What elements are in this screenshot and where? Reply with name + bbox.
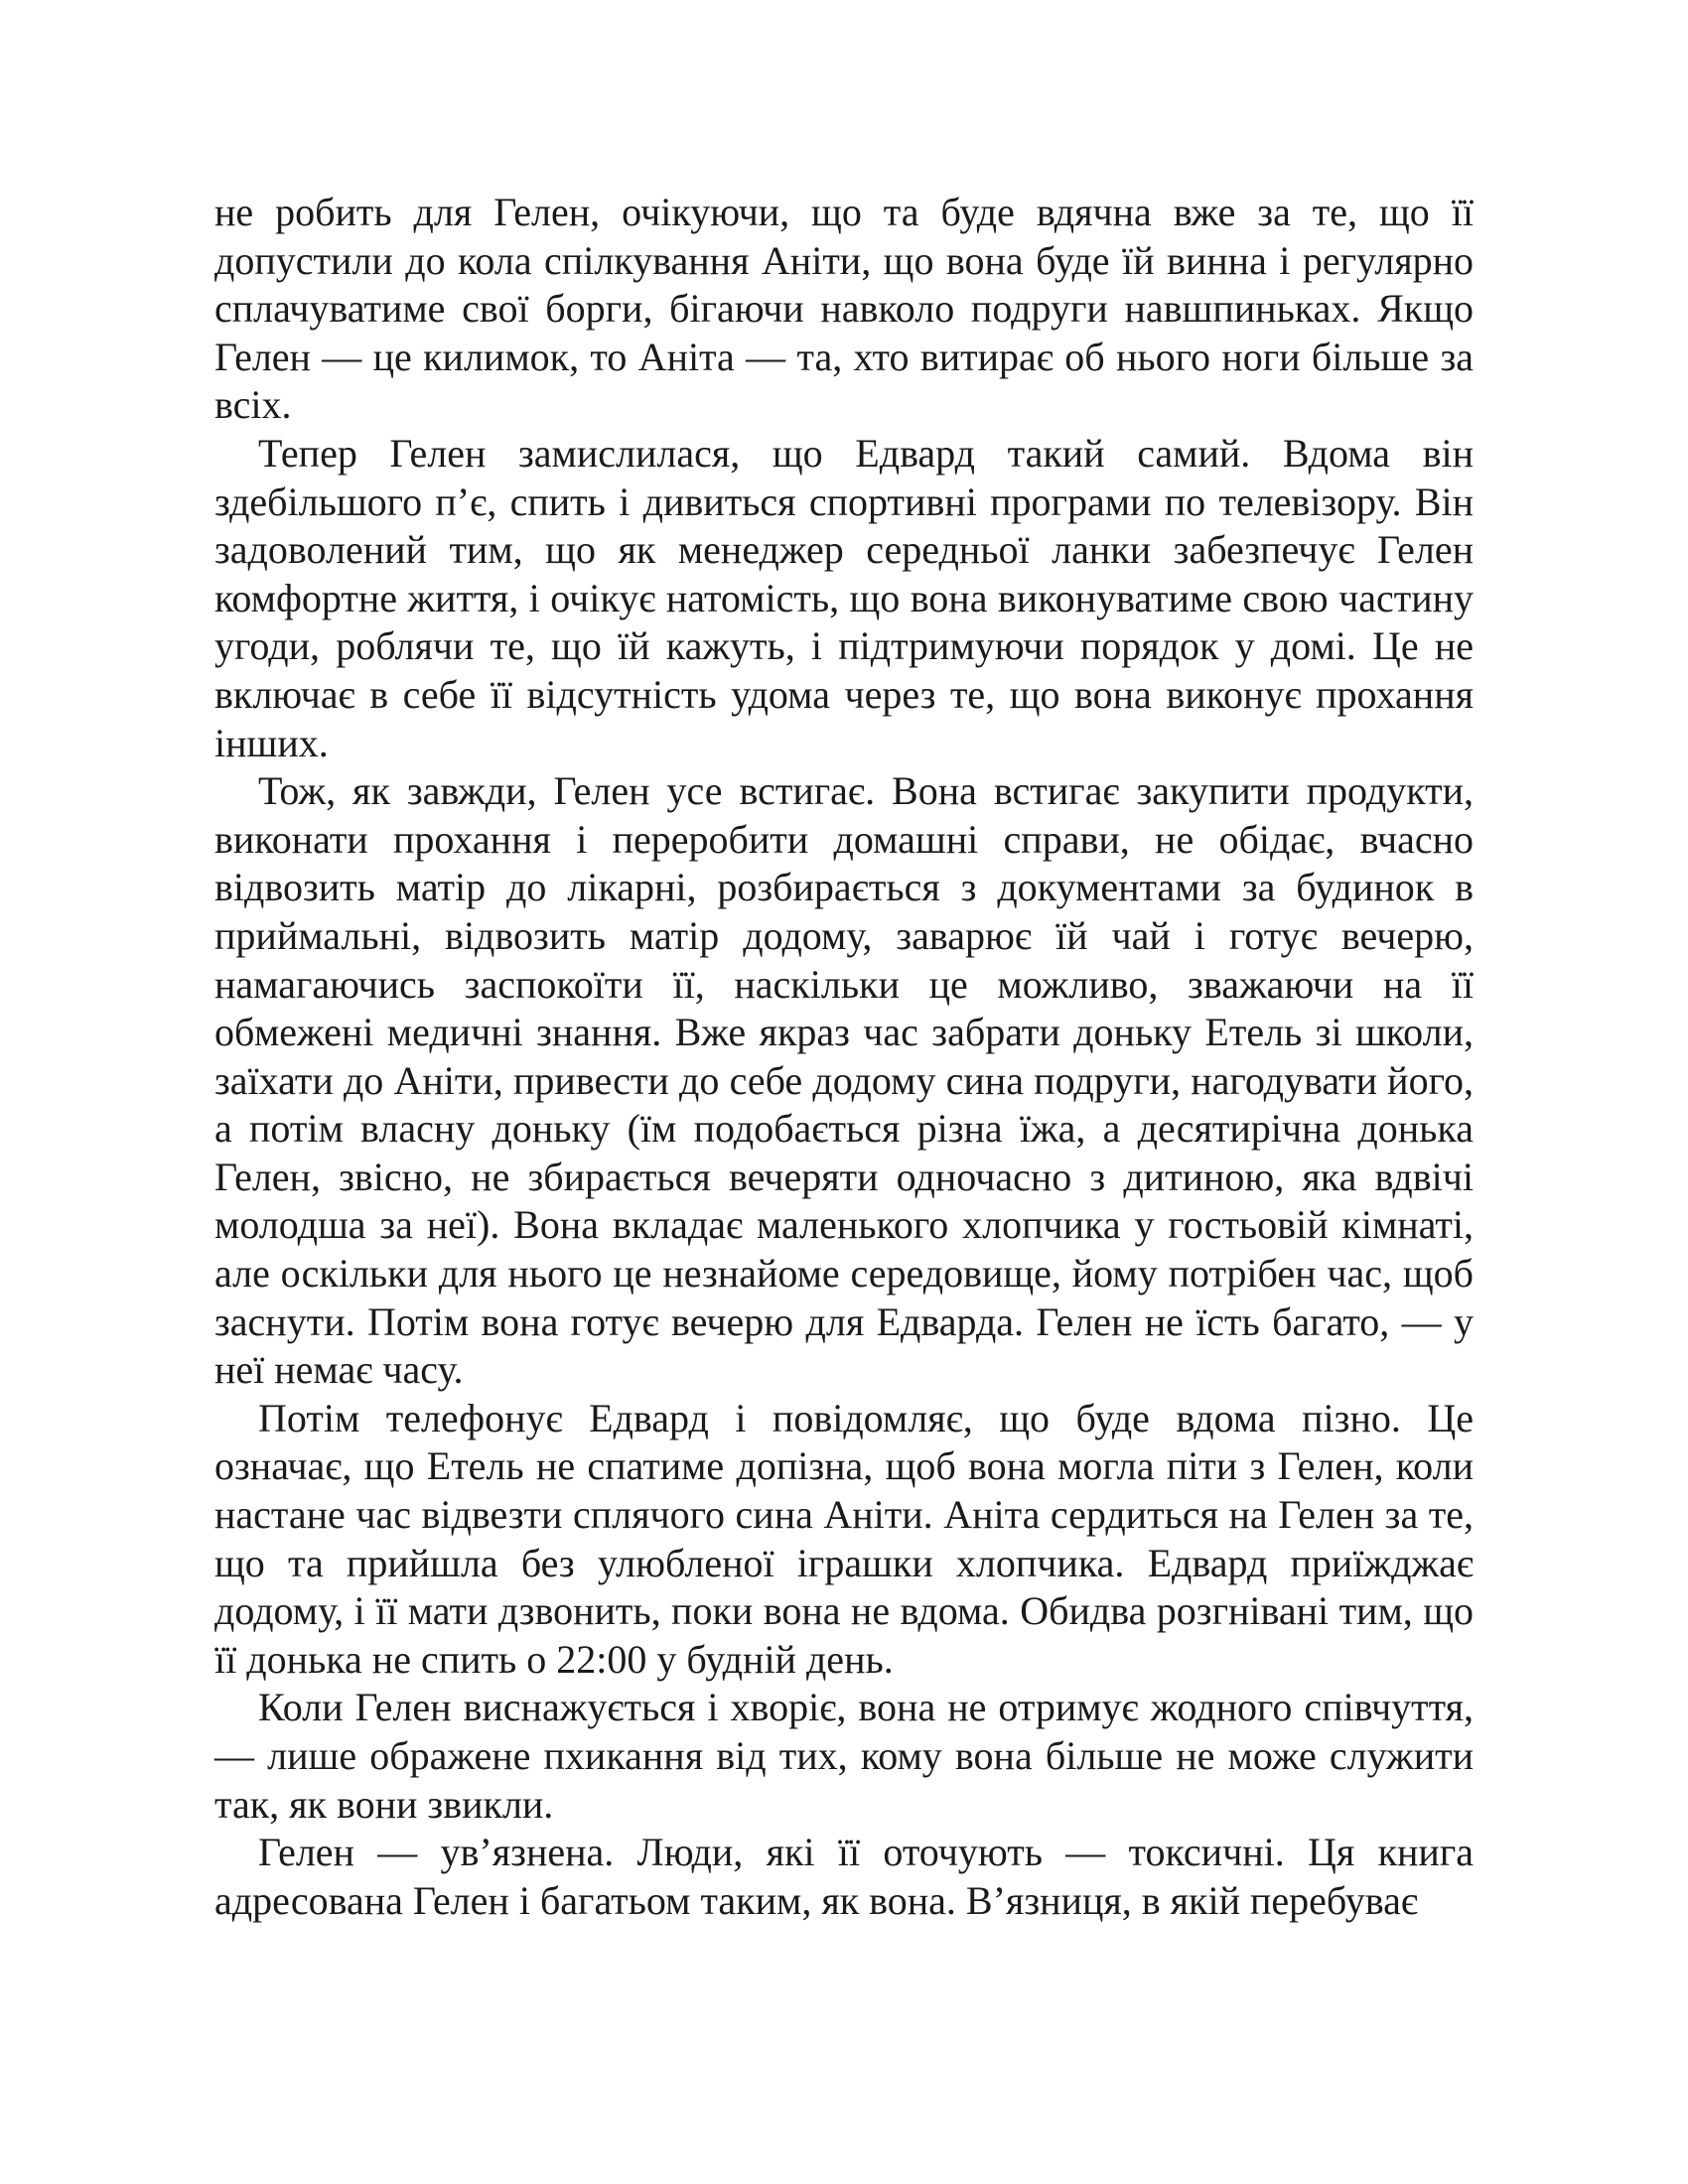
paragraph-2: Тепер Гелен замислилася, що Едвард такий самий. Вдома він здебільшого п’є, спить і дивиться спортивні програми по телевізору. Він задоволений тим, що як менеджер середньої ланки забезпечує Гелен комфортне життя, і очікує натомість, що вона виконуватиме свою частину угоди, роблячи те, що їй кажуть, і підтримуючи порядок у домі. Це не включає в себе її відсутність удома через те, що вона виконує прохання інших. [214, 430, 1474, 765]
page-body [214, 189, 1474, 1925]
paragraph-4: Потім телефонує Едвард і повідомляє, що буде вдома пізно. Це означає, що Етель не спатиме допізна, щоб вона могла піти з Гелен, коли настане час відвезти сплячого сина Аніти. Аніта сердиться на Гелен за те, що та прийшла без улюбленої іграшки хлопчика. Едвард приїжджає додому, і її мати дзвонить, поки вона не вдома. Обидва розгнівані тим, що її донька не спить о 22:00 у будній день. [214, 1395, 1474, 1682]
paragraph-1: не робить для Гелен, очікуючи, що та буде вдячна вже за те, що її допустили до кола спілкування Аніти, що вона буде їй винна і регулярно сплачуватиме свої борги, бігаючи навколо подруги навшпиньках. Якщо Гелен — це килимок, то Аніта — та, хто витирає об нього ноги більше за всіх. [214, 190, 1474, 428]
paragraph-3: Тож, як завжди, Гелен усе встигає. Вона встигає закупити продукти, виконати прохання і переробити домашні справи, не обідає, вчасно відвозить матір до лікарні, розбирається з документами за будинок в приймальні, відвозить матір додому, заварює їй чай і готує вечерю, намагаючись заспокоїти її, наскільки це можливо, зважаючи на її обмежені медичні знання. Вже якраз час забрати доньку Етель зі школи, заїхати до Аніти, привести до себе додому сина подруги, нагодувати його, а потім власну доньку (їм подобається різна їжа, а десятирічна донька Гелен, звісно, не збирається вечеряти одночасно з дитиною, яка вдвічі молодша за неї). Вона вкладає маленького хлопчика у гостьовій кімнаті, але оскільки для нього це незнайоме середовище, йому потрібен час, щоб заснути. Потім вона готує вечерю для Едварда. Гелен не їсть багато, — у неї немає часу. [214, 768, 1474, 1393]
paragraph-5: Коли Гелен виснажується і хворіє, вона не отримує жодного співчуття, — лише ображене пхикання від тих, кому вона більше не може служити так, як вони звикли. [214, 1685, 1474, 1827]
paragraph-6: Гелен — ув’язнена. Люди, які її оточують — токсичні. Ця книга адресована Гелен і багатьом таким, як вона. В’язниця, в якій перебуває [214, 1830, 1474, 1923]
